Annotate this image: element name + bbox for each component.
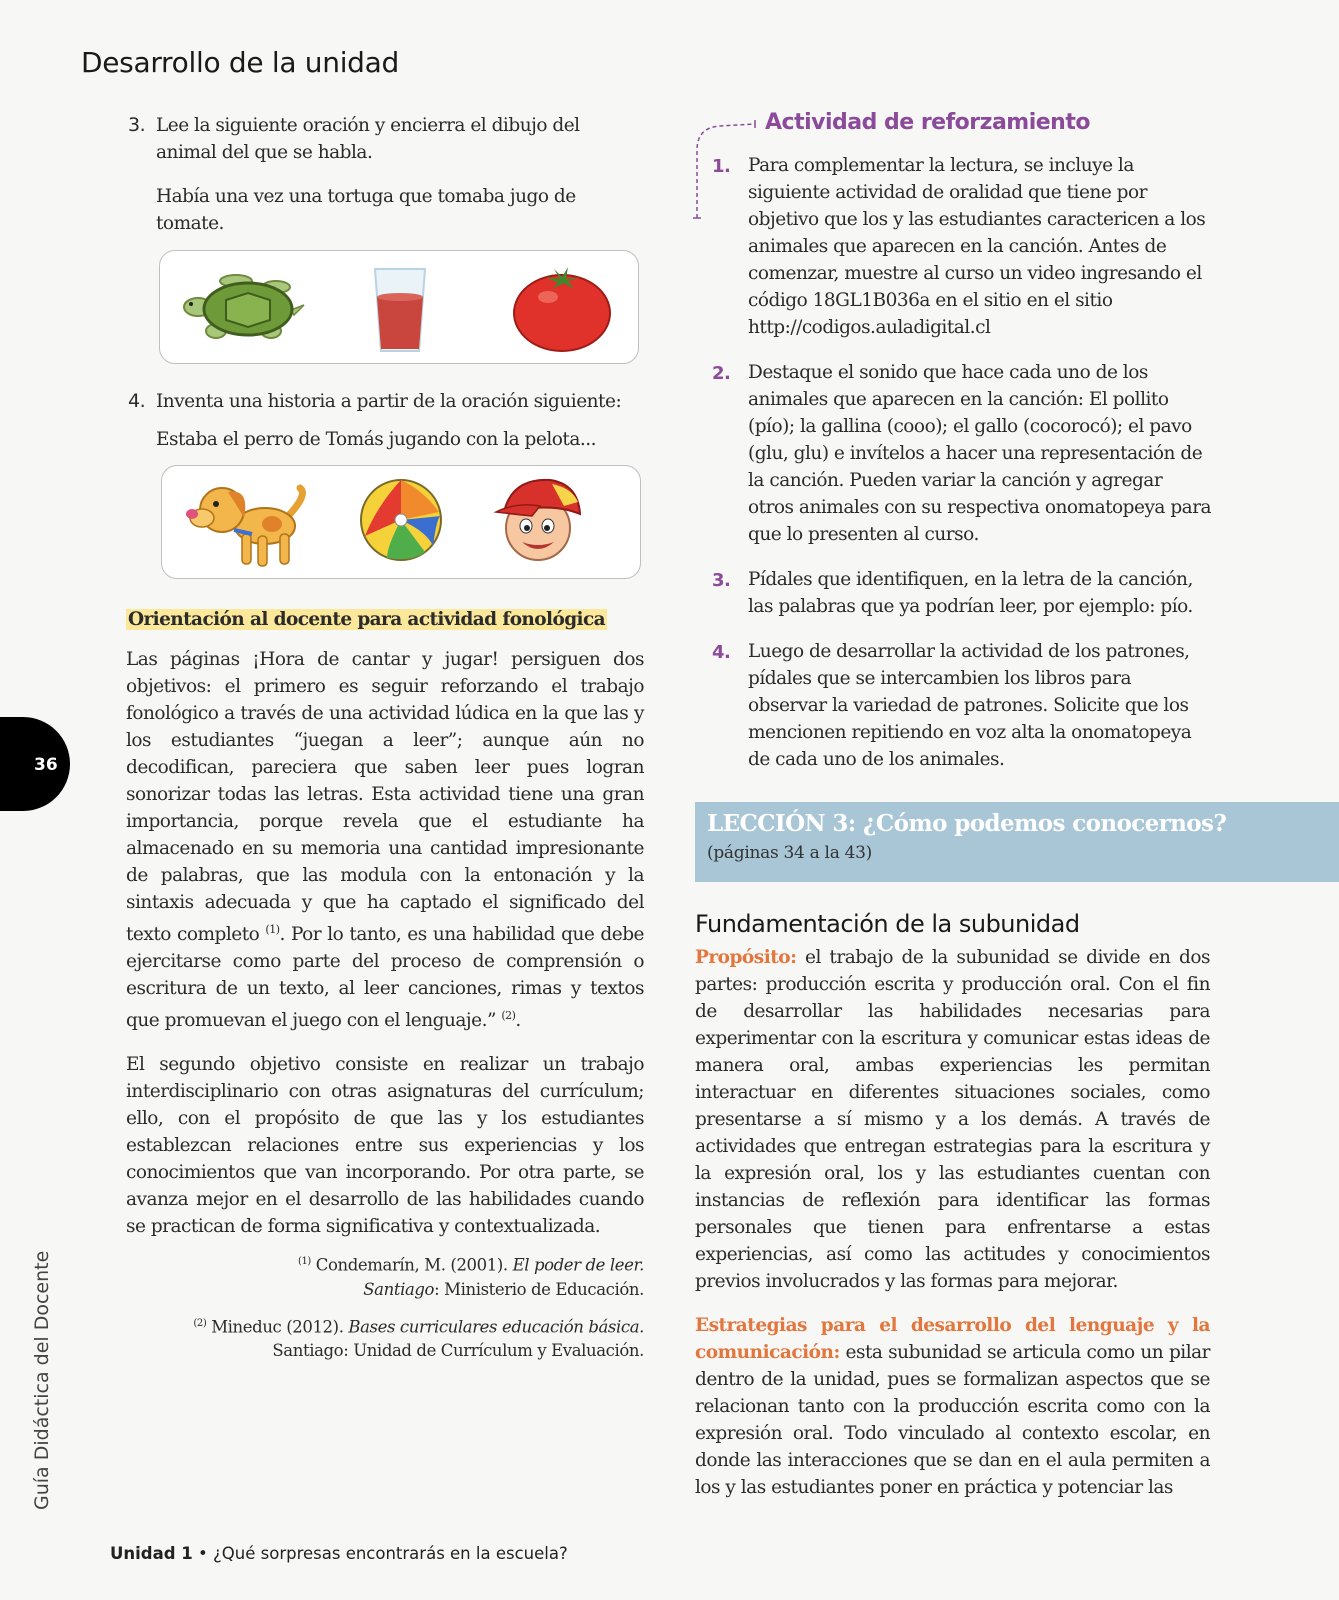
page-title: Desarrollo de la unidad [81,46,399,79]
lesson-banner [695,802,1339,882]
side-label: Guía Didáctica del Docente [31,1250,53,1510]
footer-separator: • [192,1544,214,1563]
question-4 [126,388,644,415]
reference-1 [126,1250,644,1302]
boy-with-cap-icon[interactable] [492,472,588,568]
ref-title: Bases curriculares educación básica. [348,1317,644,1337]
q4-image-box[interactable] [161,465,641,579]
turtle-icon[interactable] [176,265,308,349]
footnote-marker: (1) [297,1256,311,1268]
purpose-paragraph [695,944,1210,1295]
reference-2 [126,1312,644,1364]
list-item [712,359,1212,548]
footer [110,1544,568,1563]
question-3 [126,112,644,166]
question-number: 4. [128,390,146,412]
reinforcement-title: Actividad de reforzamiento [765,110,1090,135]
item-text: Luego de desarrollar la actividad de los patrones, pídales que se intercambien los libros para observar la variedad de patrones. Solicite que los mencionen repitiendo en voz alta la onomatopeya de cada uno de los animales. [748,641,1192,770]
item-text: Pídales que identifiquen, en la letra de la canción, las palabras que ya podrían leer, por ejemplo: pío. [748,569,1193,617]
reinforcement-list [712,152,1212,791]
list-item [712,152,1212,341]
paragraph-text: . [515,1010,521,1032]
q3-image-box[interactable] [159,250,639,364]
item-text: Destaque el sonido que hace cada uno de los animales que aparecen en la canción: El pollito (pío); la gallina (cooo); el gallo (cocorocó); el pavo (glu, glu) e invítelos a hacer una representación de la canción. Pueden variar la canción y agregar otros animales con su respectiva onomatopeya para que lo presenten al curso. [748,362,1212,545]
item-number: 2. [712,363,731,384]
page-number: 36 [34,755,58,775]
section-heading: Fundamentación de la subunidad [695,910,1080,938]
dog-icon[interactable] [180,474,310,572]
orientation-heading-wrap [126,609,644,630]
paragraph-text: . Por lo tanto, es una habilidad que debe ejercitarse como parte del proceso de comprensión o escritura de un texto, al leer canciones, rimas y textos que promuevan el juego con el lenguaje.” [126,924,644,1032]
purpose-label: Propósito: [695,947,797,968]
question-text: Lee la siguiente oración y encierra el dibujo del animal del que se habla. [156,115,580,163]
item-text: Para complementar la lectura, se incluye la siguiente actividad de oralidad que tiene por objetivo que los y las estudiantes caractericen a los animales que aparecen en la canción. Antes de comenzar, muestre al curso un video ingresando el código 18GL1B036a en el sitio en el sitio http://codigos.auladigital.cl [748,155,1206,338]
footnote-marker: (2) [193,1317,207,1329]
left-column [126,112,644,1363]
ref-city: Santiago [363,1279,435,1299]
question-3-sentence: Había una vez una tortuga que tomaba jugo de tomate. [156,186,576,234]
footer-unit: Unidad 1 [110,1544,193,1563]
question-number: 3. [128,114,146,136]
juice-glass-icon[interactable] [365,263,435,357]
ref-author: Condemarín, M. (2001). [310,1255,513,1275]
strategies-text: esta subunidad se articula como un pilar dentro de la unidad, pues se formalizan aspectos que se relacionan tanto con la producción escrita como con la expresión oral. Todo vinculado al contexto escolar, en donde las interacciones que se dan en el aula permiten a los y las estudiantes poner en práctica y potenciar las [695,1342,1210,1498]
ref-title: El poder de leer. [512,1255,644,1275]
list-item [712,566,1212,620]
footnote-marker: (2) [501,1009,516,1023]
footer-title: ¿Qué sorpresas encontrarás en la escuela? [213,1544,568,1563]
ref-publisher: : Ministerio de Educación. [434,1279,644,1299]
item-number: 4. [712,642,731,663]
ref-publisher: Santiago: Unidad de Currículum y Evaluación. [272,1341,644,1361]
footnote-marker: (1) [265,923,280,936]
item-number: 1. [712,156,731,177]
orientation-heading: Orientación al docente para actividad fonológica [128,609,606,630]
list-item [712,638,1212,773]
strategies-paragraph [695,1312,1210,1501]
beach-ball-icon[interactable] [357,476,445,564]
tomato-icon[interactable] [510,261,614,353]
purpose-text: el trabajo de la subunidad se divide en dos partes: producción escrita y producción oral. Con el fin de desarrollar las habilidades necesarias para experimentar con la escritura y comunicar estas ideas de manera oral, ambas experiencias les permitan interactuar en diferentes situaciones sociales, como presentarse a sí mismo y a los demás. A través de actividades que entregan estrategias para la escritura y la expresión oral, los y las estudiantes cuentan con instancias de reflexión para identificar las formas personales que tienen para enfrentarse a estas experiencias, así como las actitudes y conocimientos previos involucrados y las formas para mejorar. [695,947,1210,1292]
lesson-title: LECCIÓN 3: ¿Cómo podemos conocernos? [707,810,1227,837]
lesson-pages: (páginas 34 a la 43) [707,843,872,863]
orientation-paragraph-2: El segundo objetivo consiste en realizar un trabajo interdisciplinario con otras asignaturas del currículum; ello, con el propósito de que las y los estudiantes establezcan relaciones entre sus experiencias y los conocimientos que van incorporando. Por otra parte, se avanza mejor en el desarrollo de las habilidades cuando se practican de forma significativa y contextualizada. [126,1054,644,1238]
question-text: Inventa una historia a partir de la oración siguiente: [156,391,622,412]
item-number: 3. [712,570,731,591]
ref-author: Mineduc (2012). [206,1317,349,1337]
orientation-paragraph-1 [126,646,644,1034]
fundamentacion-section [695,910,1210,1501]
page-number-tab [0,717,70,811]
question-4-sentence: Estaba el perro de Tomás jugando con la pelota... [156,429,596,450]
reinforcement-section [695,110,1315,790]
paragraph-text: Las páginas ¡Hora de cantar y jugar! persiguen dos objetivos: el primero es seguir reforzando el trabajo fonológico a través de una actividad lúdica en la que las y los estudiantes “juegan a leer”; aunque aún no decodifican, pareciera que saben leer pues logran sonorizar todas las letras. Esta actividad tiene una gran importancia, porque revela que el estudiante ha almacenado en su memoria una cantidad impresionante de palabras, que las modula con la entonación y la sintaxis adecuada y que ha captado el significado del texto completo [126,649,644,946]
strategies-label: Estrategias para el desarrollo del lenguaje y la comunicación: [695,1315,1210,1363]
